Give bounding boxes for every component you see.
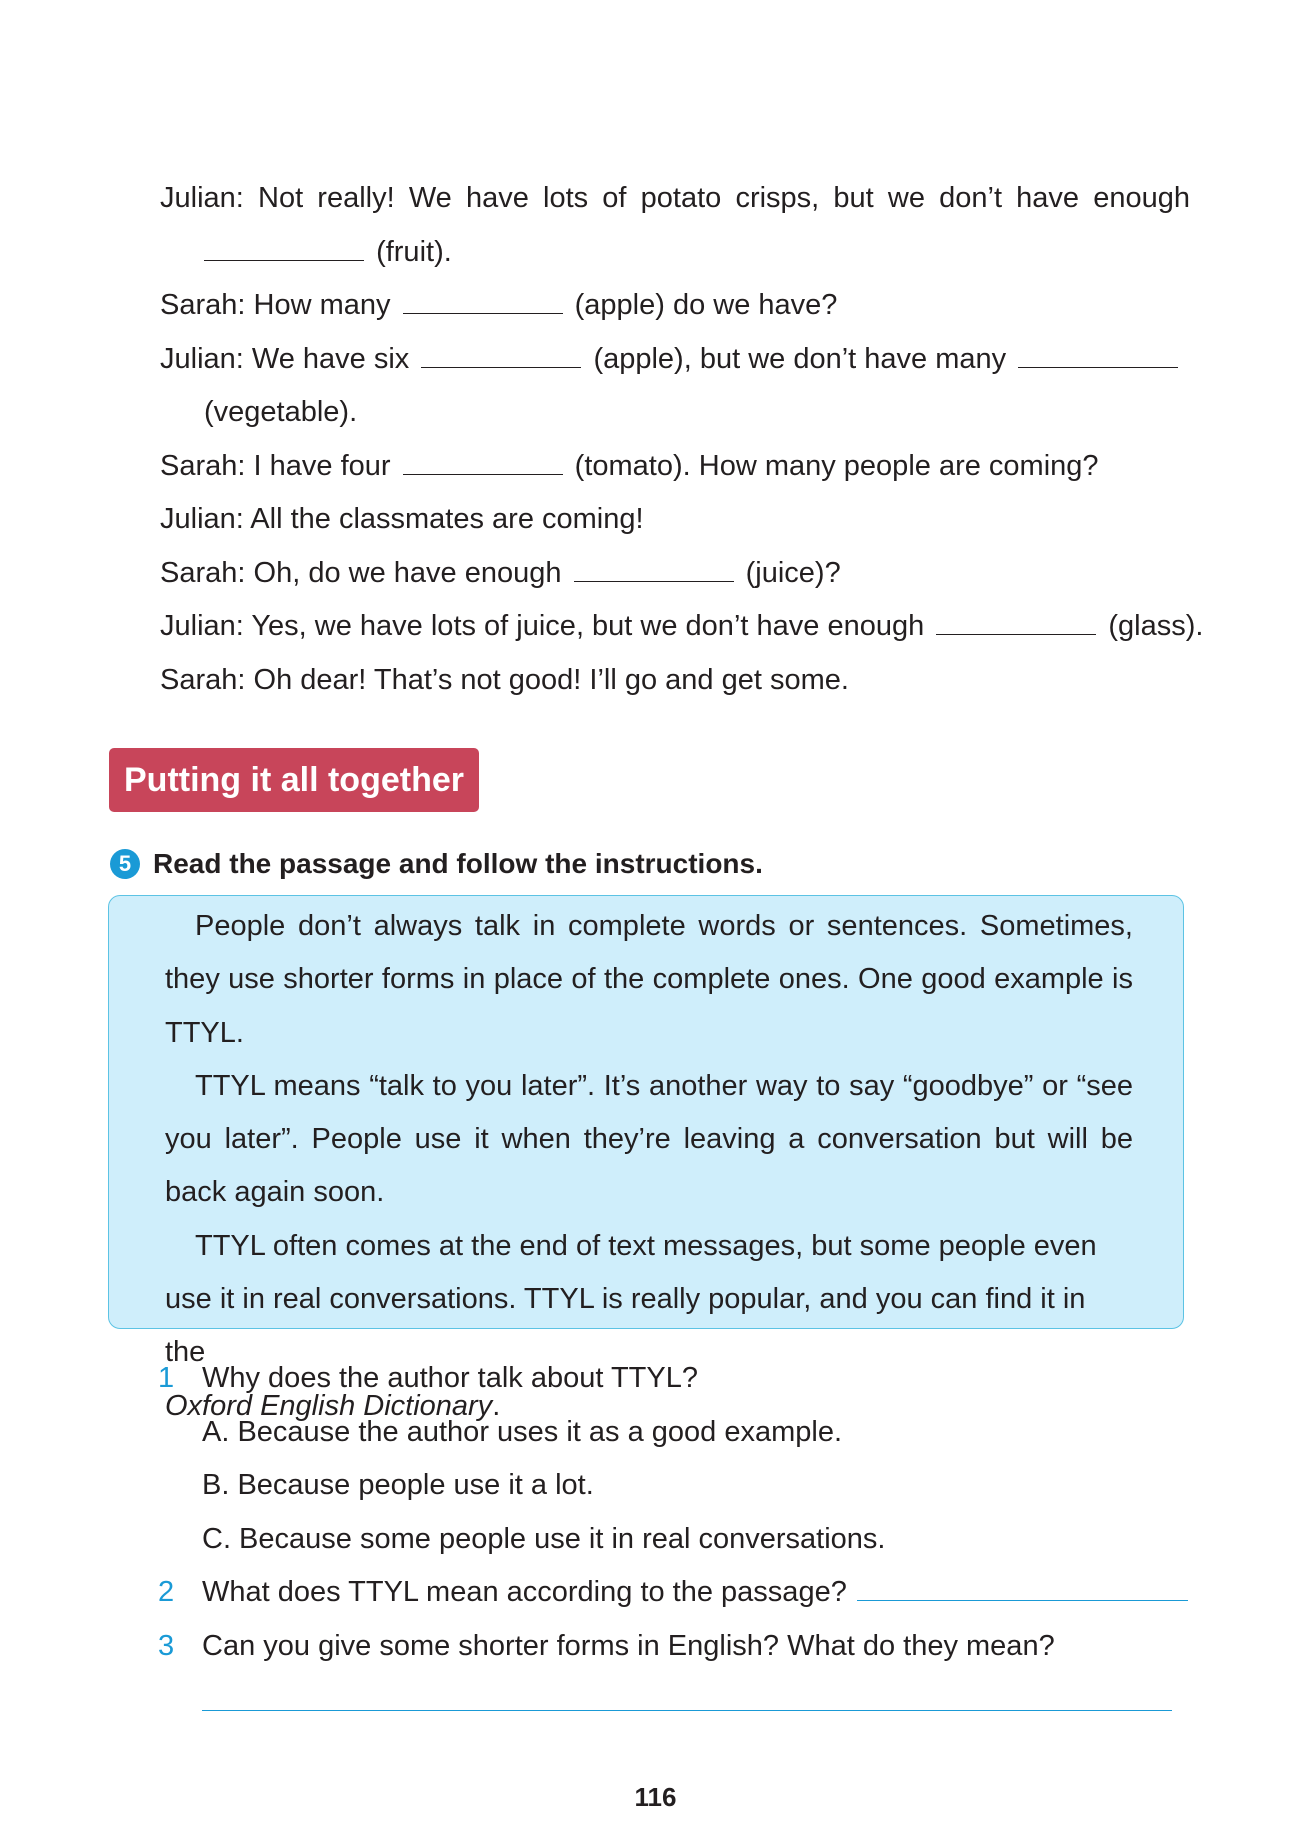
speaker-label: Julian:	[160, 182, 244, 214]
answer-line-q3[interactable]	[202, 1710, 1172, 1711]
dialogue-line-3	[160, 333, 1190, 387]
question-number: 2	[158, 1576, 175, 1608]
speaker-label: Sarah:	[160, 663, 246, 696]
dialogue-line-6	[160, 547, 1190, 601]
passage-paragraph-3-text: TTYL often comes at the end of text messages, but some people even use it in real conversations. TTYL is really popular, and you can find it in the	[165, 1229, 1097, 1369]
instruction-text: Read the passage and follow the instructions.	[153, 848, 763, 879]
exercise-instruction	[110, 846, 763, 882]
dialogue-text: (tomato). How many people are coming?	[574, 449, 1099, 482]
speaker-label: Julian:	[160, 342, 244, 375]
dialogue-line-7	[160, 600, 1204, 654]
question-2	[158, 1566, 1188, 1620]
question-3	[158, 1620, 1188, 1674]
question-number: 1	[158, 1362, 175, 1394]
speaker-label: Sarah:	[160, 289, 246, 321]
dialogue-text: Not really! We have lots of potato crisps, but we don’t have enough	[258, 182, 1190, 214]
dialogue-text: (apple), but we don’t have many	[593, 342, 1007, 375]
section-title: Putting it all together	[109, 748, 479, 812]
option-c[interactable]: C. Because some people use it in real conversations.	[202, 1522, 886, 1555]
exercise-number-badge: 5	[110, 849, 140, 879]
dictionary-title: Oxford English Dictionary	[165, 1389, 493, 1422]
option-a[interactable]: A. Because the author uses it as a good example.	[202, 1415, 843, 1448]
fill-in-blank-fruit[interactable]	[204, 234, 364, 261]
question-number: 3	[158, 1629, 175, 1662]
dialogue-text: I have four	[253, 449, 391, 482]
dialogue	[160, 172, 1204, 707]
speaker-label: Sarah:	[160, 449, 246, 482]
fill-in-blank-apple-2[interactable]	[421, 341, 581, 368]
dialogue-text: (fruit).	[376, 235, 452, 268]
dialogue-text: Yes, we have lots of juice, but we don’t have enough	[251, 610, 925, 642]
dialogue-line-2	[160, 279, 1190, 333]
passage-period: .	[492, 1389, 501, 1422]
answer-line-q2[interactable]	[857, 1574, 1188, 1601]
dialogue-line-8	[160, 654, 1190, 708]
dialogue-text: How many	[253, 289, 391, 321]
speaker-label: Julian:	[160, 610, 244, 642]
dialogue-text: All the classmates are coming!	[250, 503, 644, 535]
questions	[158, 1352, 1188, 1673]
question-text: Can you give some shorter forms in English? What do they mean?	[202, 1629, 1055, 1662]
question-text: Why does the author talk about TTYL?	[202, 1362, 698, 1394]
passage-paragraph-1: People don’t always talk in complete words or sentences. Sometimes, they use shorter forms in place of the complete ones. One good example is TTYL.	[165, 910, 1133, 1049]
question-text: What does TTYL mean according to the passage?	[202, 1576, 847, 1608]
speaker-label: Julian:	[160, 503, 244, 535]
dialogue-text: (apple) do we have?	[574, 289, 838, 321]
fill-in-blank-vegetable[interactable]	[1018, 341, 1178, 368]
dialogue-line-3-continued	[160, 386, 1190, 440]
dialogue-line-4	[160, 440, 1190, 494]
dialogue-line-5	[160, 493, 1190, 547]
fill-in-blank-apple-1[interactable]	[403, 287, 563, 314]
dialogue-text: Oh, do we have enough	[253, 556, 562, 589]
fill-in-blank-glass[interactable]	[936, 608, 1096, 635]
dialogue-line-1-continued	[160, 226, 1190, 280]
page-number: 116	[634, 1782, 677, 1812]
question-1	[158, 1352, 1188, 1406]
dialogue-text: Oh dear! That’s not good! I’ll go and get some.	[253, 663, 849, 696]
speaker-label: Sarah:	[160, 556, 246, 589]
dialogue-text: (juice)?	[745, 556, 841, 589]
dialogue-line-1	[160, 172, 1190, 226]
fill-in-blank-tomato[interactable]	[403, 448, 563, 475]
dialogue-text: We have six	[251, 342, 410, 375]
dialogue-text: (glass).	[1108, 610, 1204, 642]
dialogue-text: (vegetable).	[204, 396, 358, 428]
passage-paragraph-2: TTYL means “talk to you later”. It’s another way to say “goodbye” or “see you later”. People use it when they’re leaving a conversation but will be back again soon.	[165, 1069, 1133, 1209]
option-b[interactable]: B. Because people use it a lot.	[202, 1469, 594, 1501]
fill-in-blank-juice[interactable]	[574, 555, 734, 582]
